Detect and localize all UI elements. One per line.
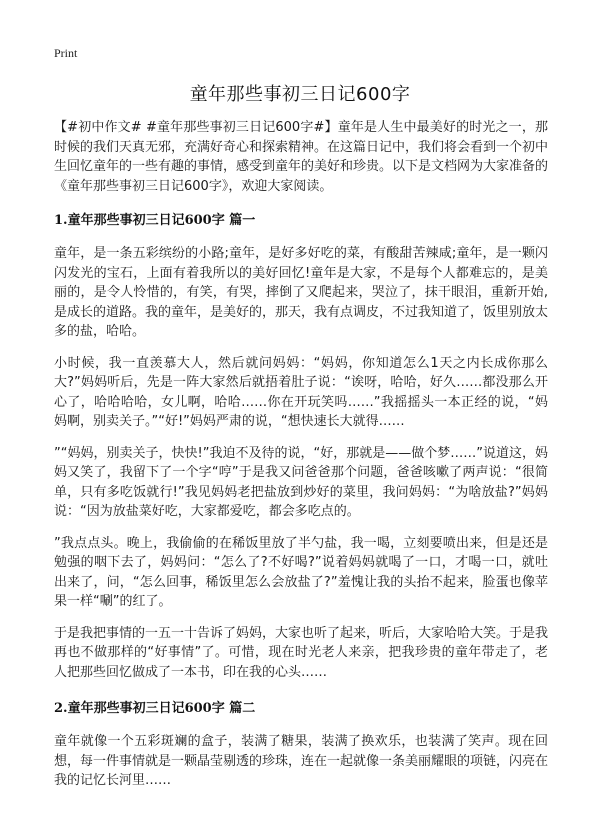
section-2-paragraph-1: 童年就像一个五彩斑斓的盒子，装满了糖果，装满了换欢乐，也装满了笑声。现在回想，每一件事情就是一颗晶莹剔透的珍珠，连在一起就像一条美丽耀眼的项链，闪亮在我的记忆长河里…… <box>54 734 549 788</box>
section-1-paragraph-5: 于是我把事情的一五一十告诉了妈妈，大家也听了起来，听后，大家哈哈大笑。于是我再也不做那样的“好事情”了。可惜，现在时光老人来亲，把我珍贵的童年带走了，老人把那些回忆做成了一本书，印在我的心头…… <box>54 625 549 680</box>
section-1-paragraph-2: 小时候，我一直羡慕大人，然后就问妈妈：“妈妈，你知道怎么1天之内长成你那么大?”妈妈听后，先是一阵大家然后就捂着肚子说：“诶呀，哈哈，好久……都没那么开心了，哈哈哈哈，女儿啊，哈哈……你在开玩笑吗……”我摇摇头一本正经的说，“妈妈啊，别卖关子。”“好!”妈妈严肃的说，“想快速长大就得…… <box>54 355 548 429</box>
section-1-paragraph-4: ”我点点头。晚上，我偷偷的在稀饭里放了半勺盐，我一喝，立刻要喷出来，但是还是勉强的咽下去了，妈妈问：“怎么了?不好喝?”说着妈妈就喝了一口，才喝一口，就吐出来了，问，“怎么回事，稀饭里怎么会放盐了?”羞愧让我的头抬不起来，脸蛋也像苹果一样“唰”的红了。 <box>54 535 548 609</box>
document-content <box>54 118 548 803</box>
section-1-paragraph-3: ”“妈妈，别卖关子，快快!”我迫不及待的说，“好，那就是——做个梦……”说道这，妈妈又笑了，我留下了一个字“哼”于是我又问爸爸那个问题，爸爸咳嗽了两声说：“很简单，只有多吃饭就行!”我见妈妈老把盐放到炒好的菜里，我问妈妈：“为啥放盐?”妈妈说：“因为放盐菜好吃，大家都爱吃，都会多吃点的。 <box>54 445 548 519</box>
section-1-paragraph-1: 童年，是一条五彩缤纷的小路;童年，是好多好吃的菜，有酸甜苦辣咸;童年，是一颗闪闪发光的宝石，上面有着我所以的美好回忆!童年是大家，不是每个人都难忘的，是美丽的，是令人怜惜的，有笑，有哭，摔倒了又爬起来，哭泣了，抹干眼泪，重新开始,是成长的道路。我的童年，是美好的，那天，我有点调皮，不过我知道了，饭里别放太多的盐，哈哈。 <box>54 246 549 339</box>
page-title: 童年那些事初三日记600字 <box>189 84 411 105</box>
print-label: Print <box>54 46 78 60</box>
intro-paragraph: 【#初中作文# #童年那些事初三日记600字#】童年是人生中最美好的时光之一，那时候的我们天真无邪，充满好奇心和探索精神。在这篇日记中，我们将会看到一个初中生回忆童年的一些有趣的事情，感受到童年的美好和珍贵。以下是文档网为大家准备的《童年那些事初三日记600字》，欢迎大家阅读。 <box>54 120 549 194</box>
section-heading-2: 2.童年那些事初三日记600字 篇二 <box>54 701 256 716</box>
section-heading-1: 1.童年那些事初三日记600字 篇一 <box>54 213 256 228</box>
